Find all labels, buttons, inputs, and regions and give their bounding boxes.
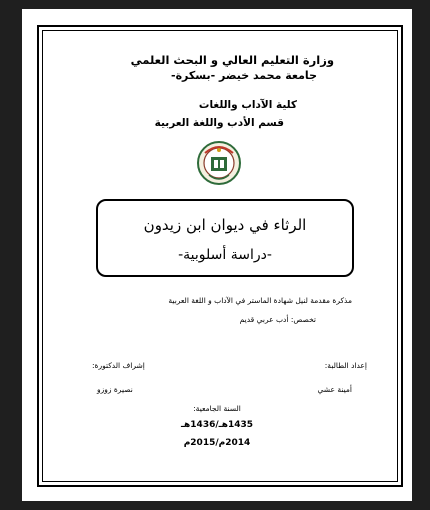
academic-year-label: السنة الجامعية: xyxy=(193,404,241,413)
department-heading: قسم الأدب واللغة العربية xyxy=(154,117,284,129)
faculty-heading: كلية الآداب واللغات xyxy=(198,99,297,111)
document-page xyxy=(22,9,412,501)
university-heading: جامعة محمد خيضر -بسكرة- xyxy=(171,69,317,82)
ministry-heading: وزارة التعليم العالي و البحث العلمي xyxy=(130,53,334,67)
academic-year-hijri: 1435هـ/1436هـ xyxy=(180,420,254,430)
prepared-by-label: إعداد الطالبة: xyxy=(324,361,367,370)
specialty: تخصص: أدب عربي قديم xyxy=(239,315,316,324)
thesis-title-box xyxy=(96,199,354,277)
memo-description: مذكرة مقدمة لنيل شهادة الماستر في الآداب و اللغة العربية xyxy=(168,296,352,305)
supervisor-label: إشراف الدكتورة: xyxy=(92,361,145,370)
university-seal-icon xyxy=(196,139,242,187)
academic-year-gregorian: 2014م/2015م xyxy=(183,438,251,448)
supervisor-name: نصيرة زوزو xyxy=(97,385,133,394)
thesis-subtitle: -دراسة أسلوبية- xyxy=(178,247,272,263)
student-name: أمينة عشي xyxy=(317,385,352,394)
thesis-title: الرثاء في ديوان ابن زيدون xyxy=(143,216,307,234)
